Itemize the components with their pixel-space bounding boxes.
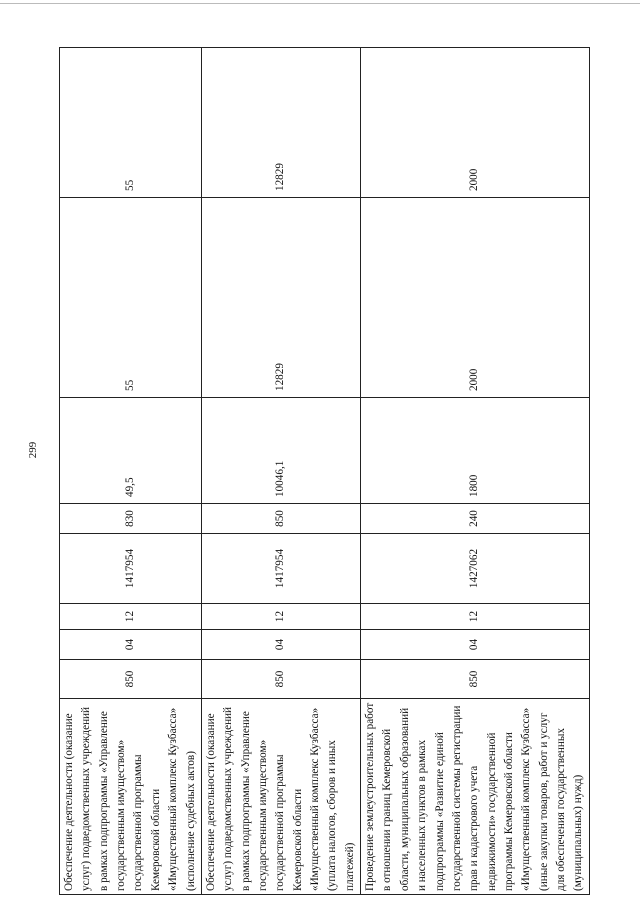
top-rule [0, 3, 640, 4]
row-name: Обеспечение деятельности (оказание услуг) подведомственных учреждений в рамках подпрограммы «Управление государственным имуществом» государственной программы Кемеровской области «Имущественный комплекс Кузбасса» (исполнение судебных актов) [60, 699, 202, 895]
expense-type: 830 [60, 504, 202, 534]
table-row [60, 48, 202, 895]
value-year-1: 10046,1 [201, 398, 360, 504]
ministry-code: 850 [361, 660, 590, 699]
table-row [361, 48, 590, 895]
value-year-2: 55 [60, 198, 202, 398]
subsection-code: 12 [60, 604, 202, 630]
value-year-3: 12829 [201, 48, 360, 198]
value-year-2: 2000 [361, 198, 590, 398]
value-year-1: 49,5 [60, 398, 202, 504]
value-year-3: 55 [60, 48, 202, 198]
rotated-table-wrapper [59, 48, 585, 895]
section-code: 04 [201, 630, 360, 660]
target-article: 1417954 [201, 534, 360, 604]
section-code: 04 [60, 630, 202, 660]
section-code: 04 [361, 630, 590, 660]
row-name: Проведение землеустроительных работ в отношении границ Кемеровской области, муниципальных образований и населенных пунктов в рамках подпрограммы «Развитие единой государственной системы регистрации прав и кадастрового учета недвижимости» государственной программы Кемеровской области «Имущественный комплекс Кузбасса» (иные закупки товаров, работ и услуг для обеспечения государственных (муниципальных) нужд) [361, 699, 590, 895]
subsection-code: 12 [201, 604, 360, 630]
expense-type: 240 [361, 504, 590, 534]
subsection-code: 12 [361, 604, 590, 630]
row-name: Обеспечение деятельности (оказание услуг) подведомственных учреждений в рамках подпрограммы «Управление государственным имуществом» государственной программы Кемеровской области «Имущественный комплекс Кузбасса» (уплата налогов, сборов и иных платежей) [201, 699, 360, 895]
value-year-2: 12829 [201, 198, 360, 398]
ministry-code: 850 [60, 660, 202, 699]
table-row [201, 48, 360, 895]
value-year-3: 2000 [361, 48, 590, 198]
page-number: 299 [27, 441, 39, 459]
expense-type: 850 [201, 504, 360, 534]
target-article: 1417954 [60, 534, 202, 604]
ministry-code: 850 [201, 660, 360, 699]
budget-table [59, 47, 590, 895]
target-article: 1427062 [361, 534, 590, 604]
value-year-1: 1800 [361, 398, 590, 504]
